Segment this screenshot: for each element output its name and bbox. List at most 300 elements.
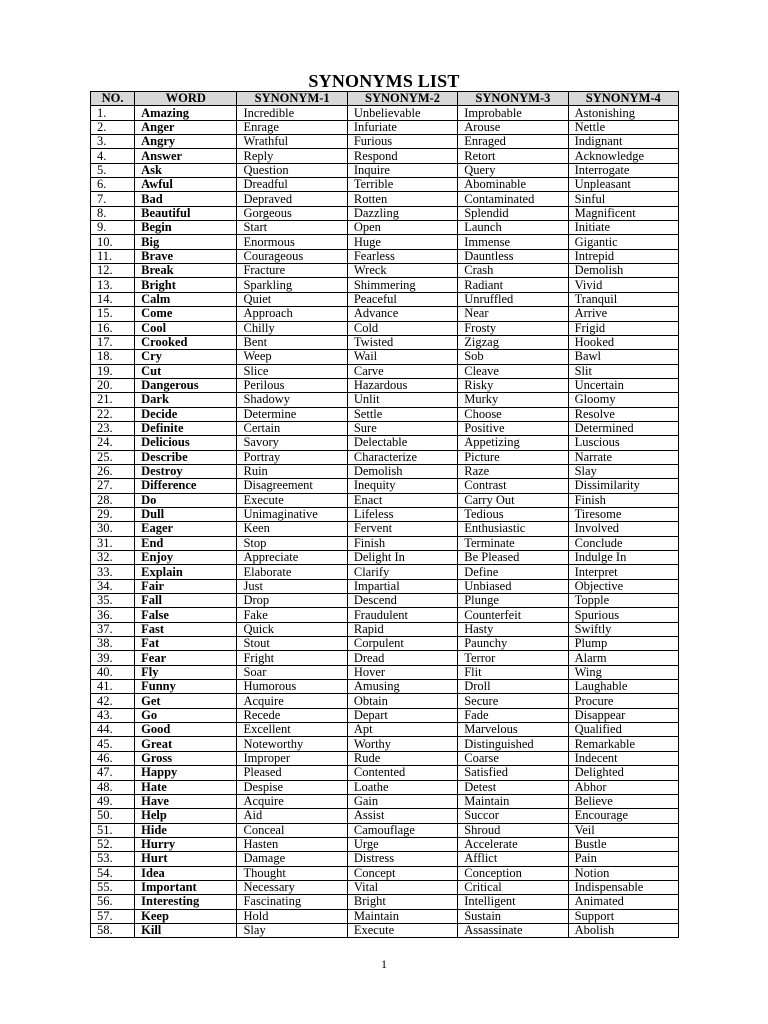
cell-number: 45. [91,737,135,751]
cell-number: 12. [91,264,135,278]
header-synonym-1: SYNONYM-1 [237,92,347,106]
table-row [91,594,679,608]
cell-synonym-3: Arouse [458,120,568,134]
cell-synonym-3: Enraged [458,135,568,149]
cell-synonym-1: Gorgeous [237,206,347,220]
cell-synonym-3: Near [458,307,568,321]
header-synonym-3: SYNONYM-3 [458,92,568,106]
cell-word: Cool [135,321,237,335]
cell-synonym-3: Launch [458,221,568,235]
cell-number: 26. [91,464,135,478]
cell-synonym-4: Pain [568,852,678,866]
table-row [91,909,679,923]
cell-synonym-3: Contaminated [458,192,568,206]
cell-number: 11. [91,249,135,263]
cell-word: Happy [135,766,237,780]
cell-word: Enjoy [135,551,237,565]
table-row [91,436,679,450]
table-row [91,622,679,636]
cell-word: Come [135,307,237,321]
cell-synonym-3: Succor [458,809,568,823]
cell-synonym-3: Tedious [458,507,568,521]
cell-synonym-4: Veil [568,823,678,837]
cell-synonym-1: Chilly [237,321,347,335]
table-row [91,708,679,722]
cell-synonym-1: Improper [237,751,347,765]
cell-synonym-4: Delighted [568,766,678,780]
cell-number: 27. [91,479,135,493]
cell-synonym-1: Hold [237,909,347,923]
cell-synonym-4: Demolish [568,264,678,278]
cell-word: Have [135,794,237,808]
table-row [91,923,679,937]
cell-synonym-3: Crash [458,264,568,278]
cell-word: Definite [135,421,237,435]
cell-synonym-2: Gain [347,794,457,808]
cell-synonym-2: Terrible [347,178,457,192]
cell-synonym-3: Splendid [458,206,568,220]
cell-word: Angry [135,135,237,149]
table-row [91,464,679,478]
cell-word: Dark [135,393,237,407]
cell-number: 5. [91,163,135,177]
cell-synonym-2: Concept [347,866,457,880]
cell-synonym-2: Shimmering [347,278,457,292]
cell-number: 41. [91,680,135,694]
cell-synonym-4: Hooked [568,335,678,349]
cell-synonym-4: Indignant [568,135,678,149]
cell-synonym-3: Assassinate [458,923,568,937]
table-row [91,809,679,823]
cell-word: Get [135,694,237,708]
cell-synonym-2: Characterize [347,450,457,464]
cell-synonym-2: Peaceful [347,292,457,306]
cell-synonym-2: Assist [347,809,457,823]
cell-synonym-4: Involved [568,522,678,536]
cell-synonym-1: Stout [237,637,347,651]
cell-synonym-2: Rotten [347,192,457,206]
cell-number: 57. [91,909,135,923]
cell-synonym-2: Settle [347,407,457,421]
cell-number: 43. [91,708,135,722]
cell-synonym-3: Intelligent [458,895,568,909]
cell-synonym-3: Retort [458,149,568,163]
cell-synonym-2: Hover [347,665,457,679]
cell-synonym-3: Picture [458,450,568,464]
cell-synonym-3: Terror [458,651,568,665]
cell-synonym-4: Nettle [568,120,678,134]
cell-word: Fear [135,651,237,665]
cell-synonym-3: Coarse [458,751,568,765]
cell-synonym-4: Sinful [568,192,678,206]
cell-synonym-1: Fascinating [237,895,347,909]
cell-synonym-1: Wrathful [237,135,347,149]
cell-synonym-2: Wail [347,350,457,364]
cell-synonym-2: Descend [347,594,457,608]
cell-synonym-3: Cleave [458,364,568,378]
cell-synonym-2: Vital [347,880,457,894]
cell-number: 58. [91,923,135,937]
cell-synonym-3: Accelerate [458,837,568,851]
cell-synonym-2: Finish [347,536,457,550]
cell-synonym-2: Rapid [347,622,457,636]
cell-word: Good [135,723,237,737]
cell-synonym-3: Maintain [458,794,568,808]
table-row [91,579,679,593]
cell-number: 21. [91,393,135,407]
cell-synonym-2: Fervent [347,522,457,536]
cell-synonym-4: Vivid [568,278,678,292]
table-row [91,106,679,120]
cell-synonym-4: Alarm [568,651,678,665]
cell-number: 4. [91,149,135,163]
cell-number: 52. [91,837,135,851]
cell-synonym-2: Dazzling [347,206,457,220]
cell-synonym-1: Humorous [237,680,347,694]
cell-number: 34. [91,579,135,593]
cell-synonym-3: Droll [458,680,568,694]
cell-synonym-4: Indecent [568,751,678,765]
cell-number: 35. [91,594,135,608]
cell-number: 36. [91,608,135,622]
cell-synonym-3: Distinguished [458,737,568,751]
cell-synonym-1: Approach [237,307,347,321]
cell-synonym-1: Enrage [237,120,347,134]
cell-word: Ask [135,163,237,177]
cell-synonym-2: Camouflage [347,823,457,837]
cell-synonym-3: Marvelous [458,723,568,737]
cell-synonym-3: Critical [458,880,568,894]
table-row [91,149,679,163]
cell-synonym-2: Huge [347,235,457,249]
cell-word: Fat [135,637,237,651]
cell-synonym-1: Just [237,579,347,593]
cell-synonym-1: Certain [237,421,347,435]
cell-synonym-4: Wing [568,665,678,679]
cell-synonym-3: Murky [458,393,568,407]
cell-synonym-2: Sure [347,421,457,435]
table-row [91,723,679,737]
cell-synonym-1: Ruin [237,464,347,478]
cell-synonym-4: Spurious [568,608,678,622]
cell-synonym-3: Contrast [458,479,568,493]
cell-synonym-4: Tranquil [568,292,678,306]
cell-word: Keep [135,909,237,923]
cell-number: 50. [91,809,135,823]
cell-synonym-1: Fracture [237,264,347,278]
cell-synonym-3: Dauntless [458,249,568,263]
table-row [91,493,679,507]
cell-synonym-3: Immense [458,235,568,249]
cell-number: 3. [91,135,135,149]
cell-synonym-1: Appreciate [237,551,347,565]
cell-number: 25. [91,450,135,464]
table-row [91,192,679,206]
table-body [91,106,679,938]
cell-number: 47. [91,766,135,780]
table-row [91,206,679,220]
cell-synonym-3: Paunchy [458,637,568,651]
cell-synonym-4: Narrate [568,450,678,464]
cell-synonym-2: Furious [347,135,457,149]
cell-number: 22. [91,407,135,421]
cell-synonym-1: Unimaginative [237,507,347,521]
cell-synonym-4: Qualified [568,723,678,737]
synonyms-table [90,91,679,938]
cell-synonym-2: Infuriate [347,120,457,134]
cell-word: Go [135,708,237,722]
cell-word: Hurry [135,837,237,851]
cell-synonym-1: Courageous [237,249,347,263]
cell-number: 19. [91,364,135,378]
cell-number: 8. [91,206,135,220]
table-row [91,866,679,880]
cell-synonym-3: Be Pleased [458,551,568,565]
cell-synonym-2: Twisted [347,335,457,349]
cell-number: 29. [91,507,135,521]
cell-word: Fly [135,665,237,679]
cell-synonym-2: Clarify [347,565,457,579]
cell-word: Important [135,880,237,894]
cell-synonym-1: Soar [237,665,347,679]
cell-synonym-4: Indulge In [568,551,678,565]
cell-synonym-1: Perilous [237,378,347,392]
cell-synonym-2: Amusing [347,680,457,694]
cell-synonym-1: Incredible [237,106,347,120]
table-row [91,350,679,364]
cell-synonym-1: Elaborate [237,565,347,579]
cell-synonym-2: Loathe [347,780,457,794]
table-row [91,479,679,493]
table-row [91,264,679,278]
cell-number: 24. [91,436,135,450]
cell-word: Answer [135,149,237,163]
cell-word: Beautiful [135,206,237,220]
table-row [91,249,679,263]
table-row [91,637,679,651]
cell-synonym-2: Wreck [347,264,457,278]
cell-synonym-3: Enthusiastic [458,522,568,536]
cell-synonym-4: Gloomy [568,393,678,407]
table-row [91,421,679,435]
cell-synonym-1: Recede [237,708,347,722]
cell-synonym-2: Unbelievable [347,106,457,120]
cell-word: Big [135,235,237,249]
cell-synonym-2: Depart [347,708,457,722]
table-row [91,651,679,665]
table-row [91,235,679,249]
cell-synonym-1: Depraved [237,192,347,206]
cell-synonym-1: Weep [237,350,347,364]
table-row [91,364,679,378]
cell-synonym-3: Query [458,163,568,177]
page-number: 1 [381,957,387,971]
cell-synonym-4: Interpret [568,565,678,579]
cell-synonym-2: Lifeless [347,507,457,521]
cell-synonym-4: Resolve [568,407,678,421]
cell-synonym-2: Rude [347,751,457,765]
cell-number: 38. [91,637,135,651]
cell-word: Do [135,493,237,507]
cell-synonym-2: Bright [347,895,457,909]
cell-synonym-2: Contented [347,766,457,780]
cell-number: 2. [91,120,135,134]
cell-synonym-2: Delectable [347,436,457,450]
cell-synonym-3: Positive [458,421,568,435]
cell-number: 44. [91,723,135,737]
cell-word: Eager [135,522,237,536]
page-title: SYNONYMS LIST [308,71,460,91]
cell-synonym-3: Sustain [458,909,568,923]
cell-synonym-3: Plunge [458,594,568,608]
cell-synonym-4: Gigantic [568,235,678,249]
cell-synonym-2: Urge [347,837,457,851]
cell-synonym-3: Abominable [458,178,568,192]
cell-synonym-1: Fright [237,651,347,665]
table-row [91,292,679,306]
table-row [91,737,679,751]
cell-number: 30. [91,522,135,536]
cell-word: Brave [135,249,237,263]
table-row [91,120,679,134]
cell-synonym-4: Intrepid [568,249,678,263]
table-row [91,536,679,550]
cell-synonym-4: Notion [568,866,678,880]
cell-synonym-4: Abolish [568,923,678,937]
cell-synonym-3: Define [458,565,568,579]
cell-word: Anger [135,120,237,134]
cell-word: Idea [135,866,237,880]
table-row [91,407,679,421]
cell-number: 54. [91,866,135,880]
header-word: WORD [135,92,237,106]
cell-synonym-3: Choose [458,407,568,421]
header-synonym-2: SYNONYM-2 [347,92,457,106]
cell-synonym-1: Damage [237,852,347,866]
cell-word: Crooked [135,335,237,349]
cell-word: Interesting [135,895,237,909]
cell-synonym-1: Savory [237,436,347,450]
cell-synonym-3: Improbable [458,106,568,120]
cell-synonym-2: Advance [347,307,457,321]
cell-synonym-4: Interrogate [568,163,678,177]
cell-synonym-4: Encourage [568,809,678,823]
cell-synonym-4: Arrive [568,307,678,321]
cell-number: 20. [91,378,135,392]
cell-number: 31. [91,536,135,550]
cell-synonym-3: Zigzag [458,335,568,349]
cell-word: Break [135,264,237,278]
cell-number: 32. [91,551,135,565]
cell-number: 28. [91,493,135,507]
cell-synonym-3: Fade [458,708,568,722]
cell-word: Cry [135,350,237,364]
cell-synonym-1: Enormous [237,235,347,249]
cell-word: Hide [135,823,237,837]
cell-synonym-2: Distress [347,852,457,866]
cell-number: 49. [91,794,135,808]
cell-synonym-2: Execute [347,923,457,937]
cell-synonym-3: Unruffled [458,292,568,306]
cell-synonym-2: Hazardous [347,378,457,392]
table-row [91,163,679,177]
cell-synonym-4: Support [568,909,678,923]
cell-synonym-1: Noteworthy [237,737,347,751]
cell-synonym-2: Cold [347,321,457,335]
cell-word: Bright [135,278,237,292]
cell-synonym-3: Shroud [458,823,568,837]
cell-synonym-3: Unbiased [458,579,568,593]
cell-word: Awful [135,178,237,192]
cell-synonym-1: Pleased [237,766,347,780]
table-row [91,794,679,808]
cell-number: 9. [91,221,135,235]
cell-synonym-4: Disappear [568,708,678,722]
cell-synonym-1: Excellent [237,723,347,737]
cell-synonym-4: Abhor [568,780,678,794]
cell-synonym-4: Animated [568,895,678,909]
cell-number: 13. [91,278,135,292]
cell-synonym-2: Respond [347,149,457,163]
cell-synonym-4: Unpleasant [568,178,678,192]
cell-synonym-3: Hasty [458,622,568,636]
cell-word: Dull [135,507,237,521]
cell-synonym-3: Frosty [458,321,568,335]
cell-synonym-1: Aid [237,809,347,823]
cell-number: 14. [91,292,135,306]
cell-synonym-2: Enact [347,493,457,507]
table-header-row [91,92,679,106]
cell-synonym-4: Astonishing [568,106,678,120]
cell-word: End [135,536,237,550]
cell-word: Begin [135,221,237,235]
cell-synonym-4: Indispensable [568,880,678,894]
table-row [91,335,679,349]
cell-word: Hate [135,780,237,794]
table-row [91,221,679,235]
cell-synonym-4: Bawl [568,350,678,364]
table-row [91,780,679,794]
cell-synonym-4: Slay [568,464,678,478]
table-row [91,551,679,565]
cell-synonym-1: Reply [237,149,347,163]
cell-number: 56. [91,895,135,909]
cell-number: 48. [91,780,135,794]
cell-synonym-1: Conceal [237,823,347,837]
cell-synonym-2: Apt [347,723,457,737]
table-row [91,751,679,765]
cell-synonym-1: Keen [237,522,347,536]
cell-synonym-1: Shadowy [237,393,347,407]
cell-synonym-3: Radiant [458,278,568,292]
table-row [91,880,679,894]
cell-synonym-4: Conclude [568,536,678,550]
cell-number: 39. [91,651,135,665]
cell-synonym-1: Sparkling [237,278,347,292]
cell-synonym-3: Raze [458,464,568,478]
table-row [91,608,679,622]
cell-synonym-1: Quiet [237,292,347,306]
table-row [91,321,679,335]
table-row [91,135,679,149]
cell-number: 55. [91,880,135,894]
cell-synonym-1: Disagreement [237,479,347,493]
cell-word: Kill [135,923,237,937]
cell-synonym-4: Topple [568,594,678,608]
cell-number: 51. [91,823,135,837]
cell-synonym-4: Determined [568,421,678,435]
cell-number: 40. [91,665,135,679]
